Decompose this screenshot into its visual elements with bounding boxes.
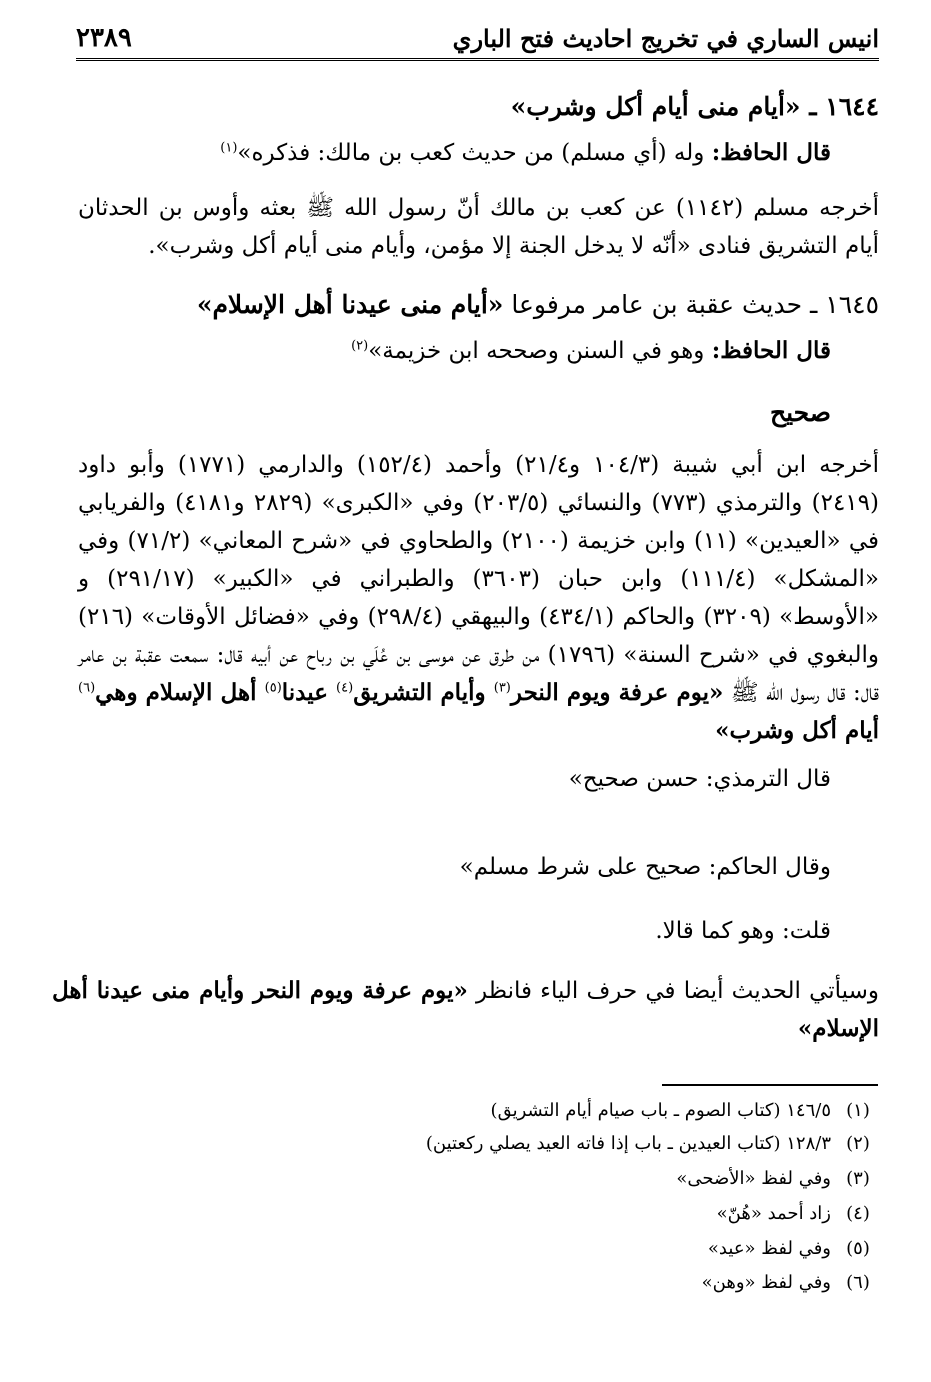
footnote-number: (٣)	[846, 1168, 870, 1189]
entry-1645-heading	[52, 286, 879, 324]
hadith-part-a: «يوم عرفة ويوم النحر	[510, 679, 724, 706]
crossref-text: وسيأتي الحديث أيضا في حرف الياء فانظر	[476, 978, 879, 1004]
footnote-text: زاد أحمد «هُنّ»	[716, 1203, 831, 1224]
footnote-3	[676, 1168, 879, 1189]
entry-1644-heading: ١٦٤٤ ـ «أيام منى أيام أكل وشرب»	[510, 92, 879, 121]
footnote-number: (٢)	[846, 1133, 870, 1154]
takhrij-paragraph	[78, 446, 879, 750]
page-header	[76, 18, 879, 61]
page-number: ٢٣٨٩	[76, 23, 132, 53]
heading-prefix: ١٦٤٥ ـ حديث عقبة بن عامر مرفوعا	[511, 290, 879, 319]
footnote-6	[702, 1272, 879, 1293]
footnote-text: وفي لفظ «عيد»	[707, 1238, 831, 1259]
footnote-text: ١٤٦/٥ (كتاب الصوم ـ باب صيام أيام التشريق)	[490, 1100, 831, 1121]
hafiz-label: قال الحافظ:	[711, 337, 831, 364]
footnote-number: (١)	[846, 1100, 870, 1121]
footnote-text: ١٢٨/٣ (كتاب العيدين ـ باب إذا فاته العيد يصلي ركعتين)	[425, 1133, 831, 1154]
footnote-ref-6: (٦)	[78, 680, 96, 696]
footnote-text: وفي لفظ «وهن»	[701, 1272, 831, 1293]
hafiz-label: قال الحافظ:	[711, 139, 831, 166]
footnote-1	[491, 1100, 879, 1121]
hafiz-text: وله (أي مسلم) من حديث كعب بن مالك: فذكره»	[237, 140, 705, 166]
footnote-2	[426, 1133, 879, 1154]
footnote-ref-3: (٣)	[493, 680, 511, 696]
footnote-4	[717, 1203, 879, 1224]
grade-heading: صحيح	[769, 398, 831, 427]
takhrij-text: أخرجه ابن أبي شيبة (١٠٤/٣ و٢١/٤) وأحمد (١٥٢/٤) والدارمي (١٧٧١) وأبو داود (٢٤١٩) والترمذي (٧٧٣) والنسائي (٢٠٣/٥) وفي «الكبرى» (٢٨٢٩ و٤١٨١) والفريابي في «العيدين» (١١) وابن خزيمة (٢١٠٠) والطحاوي في «شرح المعاني» (٧١/٢) وفي «المشكل» (١١١/٤) وابن حبان (٣٦٠٣) والطبراني في «الكبير» (٢٩١/١٧) و «الأوسط» (٣٢٠٩) والحاكم (٤٣٤/١) والبيهقي (٢٩٨/٤) وفي «فضائل الأوقات» (٢١٦) والبغوي في «شرح السنة» (١٧٩٦) من طرق عن موسى بن عُلَي بن رباح عن أبيه قال: سمعت عقبة بن عامر قال: قال رسول الله ﷺ	[78, 452, 880, 706]
tirmidhi-grade: قال الترمذي: حسن صحيح»	[568, 766, 831, 792]
entry-1645-hafiz	[52, 332, 831, 370]
footnote-ref-5: (٥)	[264, 680, 282, 696]
footnote-ref-2: (٢)	[351, 338, 369, 354]
entry-1644-hafiz	[52, 134, 831, 172]
footnote-number: (٦)	[846, 1272, 870, 1293]
footnote-ref-4: (٤)	[336, 680, 354, 696]
entry-1644-takhrij: أخرجه مسلم (١١٤٢) عن كعب بن مالك أنّ رسول الله ﷺ بعثه وأوس بن الحدثان أيام التشريق فنادى «أنّه لا يدخل الجنة إلا مؤمن، وأيام منى أيام أكل وشرب».	[78, 195, 879, 259]
crossref-hadith: «يوم عرفة ويوم النحر وأيام منى عيدنا أهل الإسلام»	[52, 977, 879, 1042]
footnote-5	[708, 1238, 879, 1259]
book-title: انيس الساري في تخريج احاديث فتح الباري	[452, 23, 879, 53]
hafiz-text: وهو في السنن وصححه ابن خزيمة»	[368, 338, 705, 364]
footnote-number: (٥)	[846, 1238, 870, 1259]
hadith-part-c: عيدنا	[281, 679, 337, 706]
cross-reference	[52, 972, 879, 1048]
footnote-ref-1: (١)	[220, 140, 238, 156]
footnote-number: (٤)	[846, 1203, 870, 1224]
heading-hadith: «أيام منى عيدنا أهل الإسلام»	[196, 290, 504, 319]
author-comment: قلت: وهو كما قالا.	[655, 918, 831, 944]
hadith-part-e: أيام أكل وشرب»	[715, 717, 879, 744]
hadith-part-b: وأيام التشريق	[353, 679, 494, 706]
footnote-text: وفي لفظ «الأضحى»	[676, 1168, 831, 1189]
hakim-grade: وقال الحاكم: صحيح على شرط مسلم»	[459, 854, 831, 880]
footnote-separator	[662, 1084, 878, 1086]
hadith-part-d: أهل الإسلام وهي	[95, 679, 265, 706]
